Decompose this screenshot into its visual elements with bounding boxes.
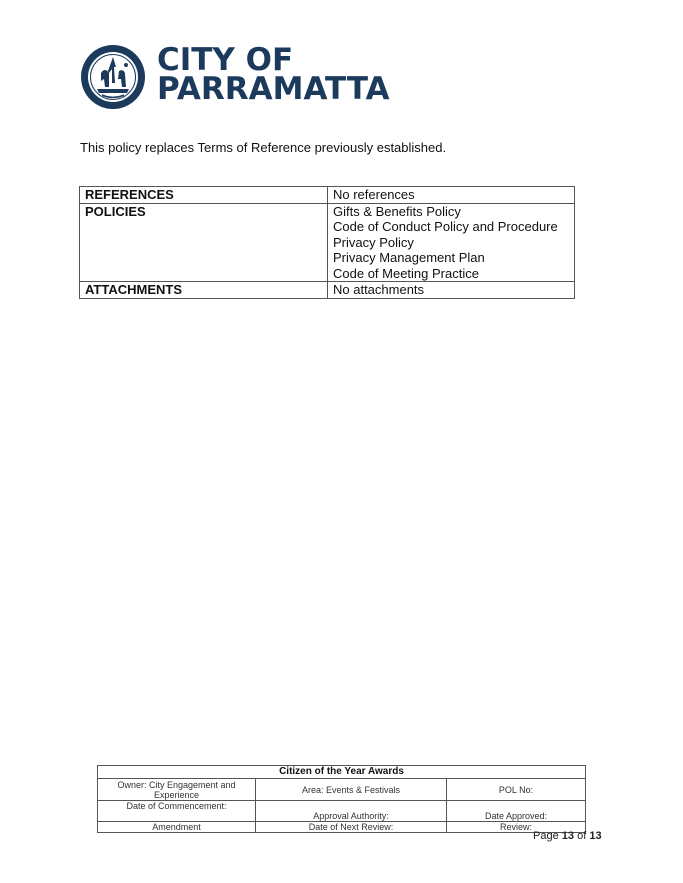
footer-approval-authority: Approval Authority: [256, 801, 447, 822]
value-line: No attachments [333, 282, 425, 297]
page-number [533, 830, 602, 842]
references-table [79, 186, 575, 299]
page-current: 13 [561, 830, 575, 842]
row-value [328, 203, 575, 282]
table-row-references [80, 187, 575, 204]
footer-title: Citizen of the Year Awards [98, 766, 586, 779]
logo-wordmark [157, 42, 390, 107]
value-line: Code of Conduct Policy and Procedure [333, 219, 558, 234]
row-key: ATTACHMENTS [80, 282, 328, 299]
footer-pol-no: POL No: [447, 779, 586, 801]
footer-owner: Owner: City Engagement and Experience [98, 779, 256, 801]
page-total: 13 [589, 830, 602, 842]
row-key: POLICIES [80, 203, 328, 282]
footer-date-commencement: Date of Commencement: [98, 801, 256, 822]
logo-line-1: CITY OF [157, 42, 294, 78]
row-value [328, 282, 575, 299]
city-logo [79, 42, 390, 115]
footer-date-approved: Date Approved: [447, 801, 586, 822]
value-line: No references [333, 187, 415, 202]
city-seal-icon [79, 43, 147, 111]
intro-text: This policy replaces Terms of Reference previously established. [80, 140, 447, 155]
row-key: REFERENCES [80, 187, 328, 204]
value-line: Privacy Policy [333, 234, 414, 250]
value-line: Code of Meeting Practice [333, 265, 479, 281]
row-value [328, 187, 575, 204]
value-line: Privacy Management Plan [333, 250, 485, 265]
page-of: of [577, 830, 587, 842]
footer-area: Area: Events & Festivals [256, 779, 447, 801]
footer-amendment: Amendment [98, 822, 256, 833]
footer-review: Review: [447, 822, 586, 833]
table-row-policies [80, 203, 575, 282]
footer-date-next-review: Date of Next Review: [256, 822, 447, 833]
table-row-attachments [80, 282, 575, 299]
document-footer-table [97, 765, 586, 833]
value-line: Gifts & Benefits Policy [333, 203, 461, 219]
page-label: Page [533, 830, 559, 842]
logo-line-2: PARRAMATTA [157, 71, 390, 107]
